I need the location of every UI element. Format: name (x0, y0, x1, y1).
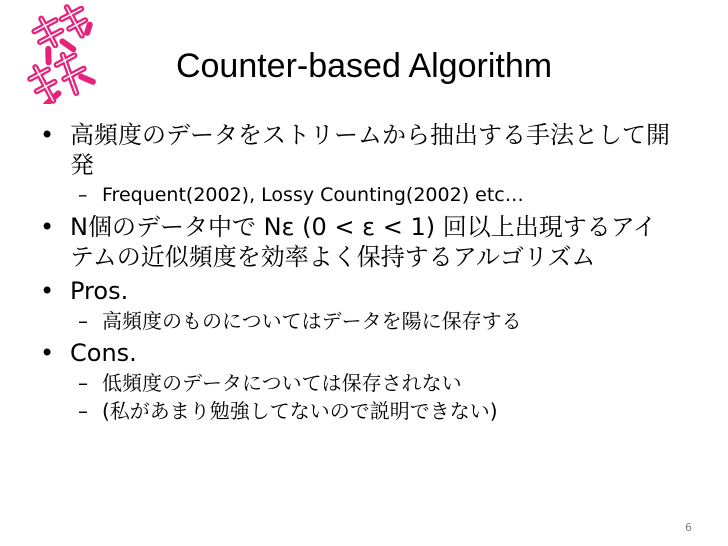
sub-bullet-marker: – (78, 371, 88, 395)
bullet-item (36, 338, 676, 368)
sub-bullet-text: 低頻度のデータについては保存されない (102, 371, 462, 395)
bullet-marker: • (40, 213, 55, 241)
sub-bullet-marker: – (78, 399, 88, 423)
sub-bullet-item (36, 398, 676, 424)
bullet-text: Pros. (70, 277, 129, 305)
bullet-list (36, 120, 676, 426)
bullet-text: Cons. (70, 339, 137, 367)
sub-bullet-item (36, 182, 676, 208)
sub-bullet-item (36, 370, 676, 396)
sub-bullet-text: 高頻度のものについてはデータを陽に保存する (102, 309, 522, 333)
bullet-item (36, 212, 676, 272)
sub-bullet-text: (私があまり勉強してないので説明できない) (102, 399, 498, 423)
sub-bullet-marker: – (78, 309, 88, 333)
bullet-item (36, 120, 676, 180)
bullet-text: 高頻度のデータをストリームから抽出する手法として開発 (70, 121, 670, 179)
sub-bullet-text: Frequent(2002), Lossy Counting(2002) etc… (102, 184, 524, 206)
sub-bullet-marker: – (78, 184, 88, 206)
sub-bullet-item (36, 308, 676, 334)
slide-title: Counter-based Algorithm (175, 47, 553, 85)
bullet-marker: • (40, 121, 55, 149)
page-number: 6 (685, 521, 692, 534)
bullet-text: N個のデータ中で Nε (0 < ε < 1) 回以上出現するアイテムの近似頻度を効率よく保持するアルゴリズム (70, 213, 657, 271)
bullet-item (36, 276, 676, 306)
bullet-marker: • (40, 339, 55, 367)
bullet-marker: • (40, 277, 55, 305)
